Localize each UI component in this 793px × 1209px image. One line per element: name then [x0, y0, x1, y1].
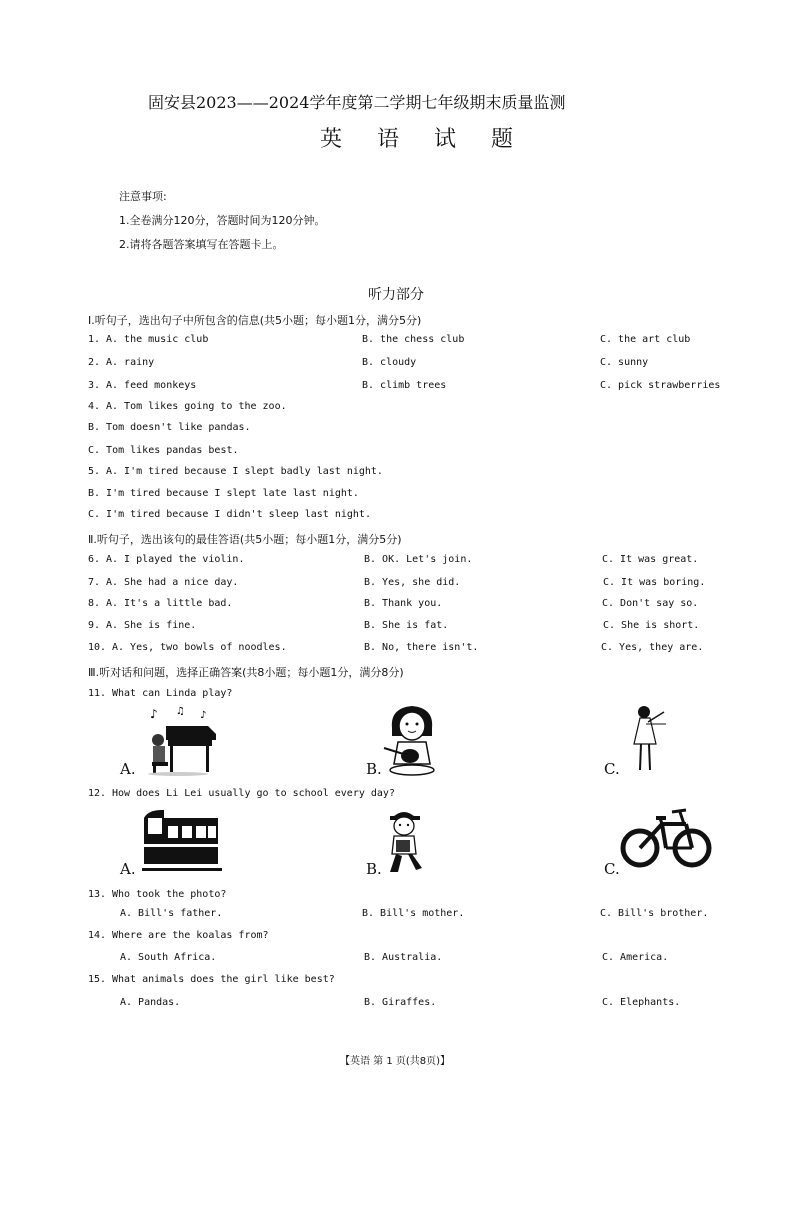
option-c: C. It was boring.	[603, 577, 706, 588]
option-a: A. I'm tired because I slept badly last night.	[106, 466, 383, 477]
question-number: 1.	[88, 334, 101, 345]
option-b: B. OK. Let's join.	[364, 554, 473, 565]
question-text: What animals does the girl like best?	[112, 974, 335, 985]
train-icon	[142, 808, 222, 874]
option-a: A. South Africa.	[120, 952, 217, 963]
walking-boy-icon	[382, 806, 428, 876]
option-c: C. Bill's brother.	[600, 908, 709, 919]
option-a: A. feed monkeys	[106, 380, 197, 391]
exam-subtitle: 英 语 试 题	[320, 127, 527, 152]
option-b: B. Australia.	[364, 952, 443, 963]
option-a: A. Tom likes going to the zoo.	[106, 401, 287, 412]
option-a: A. Yes, two bowls of noodles.	[112, 642, 287, 653]
option-c: C. Don't say so.	[602, 598, 699, 609]
option-a: A. It's a little bad.	[106, 598, 233, 609]
section-1-heading: Ⅰ.听句子，选出句子中所包含的信息(共5小题；每小题1分，满分5分)	[88, 314, 422, 327]
question-number: 2.	[88, 357, 101, 368]
notes-heading: 注意事项:	[119, 190, 167, 203]
page-footer: 【英语 第 1 页(共8页)】	[340, 1056, 451, 1067]
option-c: C. She is short.	[603, 620, 700, 631]
listening-heading: 听力部分	[368, 287, 424, 303]
option-b: B.	[366, 860, 382, 878]
option-c: C. America.	[602, 952, 669, 963]
option-c: C. It was great.	[602, 554, 699, 565]
option-b: B. cloudy	[362, 357, 417, 368]
option-c: C. sunny	[600, 357, 649, 368]
guitar-girl-icon	[380, 702, 444, 776]
question-number: 15.	[88, 974, 107, 985]
svg-text:♪: ♪	[150, 707, 158, 721]
option-b: B. She is fat.	[364, 620, 449, 631]
question-text: Who took the photo?	[112, 889, 227, 900]
option-b: B. Tom doesn't like pandas.	[88, 422, 251, 433]
exam-title: 固安县2023——2024学年度第二学期七年级期末质量监测	[148, 93, 566, 112]
question-number: 3.	[88, 380, 101, 391]
violin-girl-icon	[628, 704, 668, 774]
question-number: 11.	[88, 688, 107, 699]
option-b: B. Yes, she did.	[364, 577, 461, 588]
option-c: C. the art club	[600, 334, 691, 345]
option-c: C.	[604, 760, 620, 778]
question-number: 4.	[88, 401, 101, 412]
piano-girl-icon	[138, 704, 218, 776]
section-3-heading: Ⅲ.听对话和问题，选择正确答案(共8小题；每小题1分，满分8分)	[88, 666, 404, 679]
question-number: 8.	[88, 598, 101, 609]
option-a: A. I played the violin.	[106, 554, 245, 565]
option-a: A.	[120, 860, 136, 878]
option-b: B. climb trees	[362, 380, 447, 391]
option-a: A. She is fine.	[106, 620, 197, 631]
option-a: A. Pandas.	[120, 997, 181, 1008]
question-number: 5.	[88, 466, 101, 477]
option-a: A.	[120, 760, 136, 778]
note-item: 1.全卷满分120分，答题时间为120分钟。	[119, 214, 326, 227]
option-a: A. Bill's father.	[120, 908, 223, 919]
option-c: C. Yes, they are.	[601, 642, 704, 653]
option-b: B.	[366, 760, 382, 778]
question-text: Where are the koalas from?	[112, 930, 269, 941]
bicycle-icon	[620, 806, 712, 870]
question-number: 6.	[88, 554, 101, 565]
question-number: 7.	[88, 577, 101, 588]
option-b: B. No, there isn't.	[364, 642, 479, 653]
question-text: How does Li Lei usually go to school every day?	[112, 788, 395, 799]
question-number: 10.	[88, 642, 107, 653]
option-c: C.	[604, 860, 620, 878]
option-c: C. pick strawberries	[600, 380, 721, 391]
option-b: B. Giraffes.	[364, 997, 437, 1008]
option-b: B. the chess club	[362, 334, 465, 345]
option-b: B. I'm tired because I slept late last night.	[88, 488, 359, 499]
option-c: C. Tom likes pandas best.	[88, 445, 239, 456]
option-a: A. the music club	[106, 334, 209, 345]
svg-text:♪: ♪	[200, 710, 207, 721]
question-number: 9.	[88, 620, 101, 631]
question-number: 12.	[88, 788, 107, 799]
question-number: 13.	[88, 889, 107, 900]
option-c: C. I'm tired because I didn't sleep last night.	[88, 509, 371, 520]
option-c: C. Elephants.	[602, 997, 681, 1008]
question-number: 14.	[88, 930, 107, 941]
section-2-heading: Ⅱ.听句子，选出该句的最佳答语(共5小题；每小题1分，满分5分)	[88, 533, 402, 546]
svg-text:♫: ♫	[176, 706, 185, 717]
option-b: B. Thank you.	[364, 598, 443, 609]
question-text: What can Linda play?	[112, 688, 233, 699]
option-a: A. She had a nice day.	[106, 577, 239, 588]
note-item: 2.请将各题答案填写在答题卡上。	[119, 238, 284, 251]
option-a: A. rainy	[106, 357, 155, 368]
option-b: B. Bill's mother.	[362, 908, 465, 919]
